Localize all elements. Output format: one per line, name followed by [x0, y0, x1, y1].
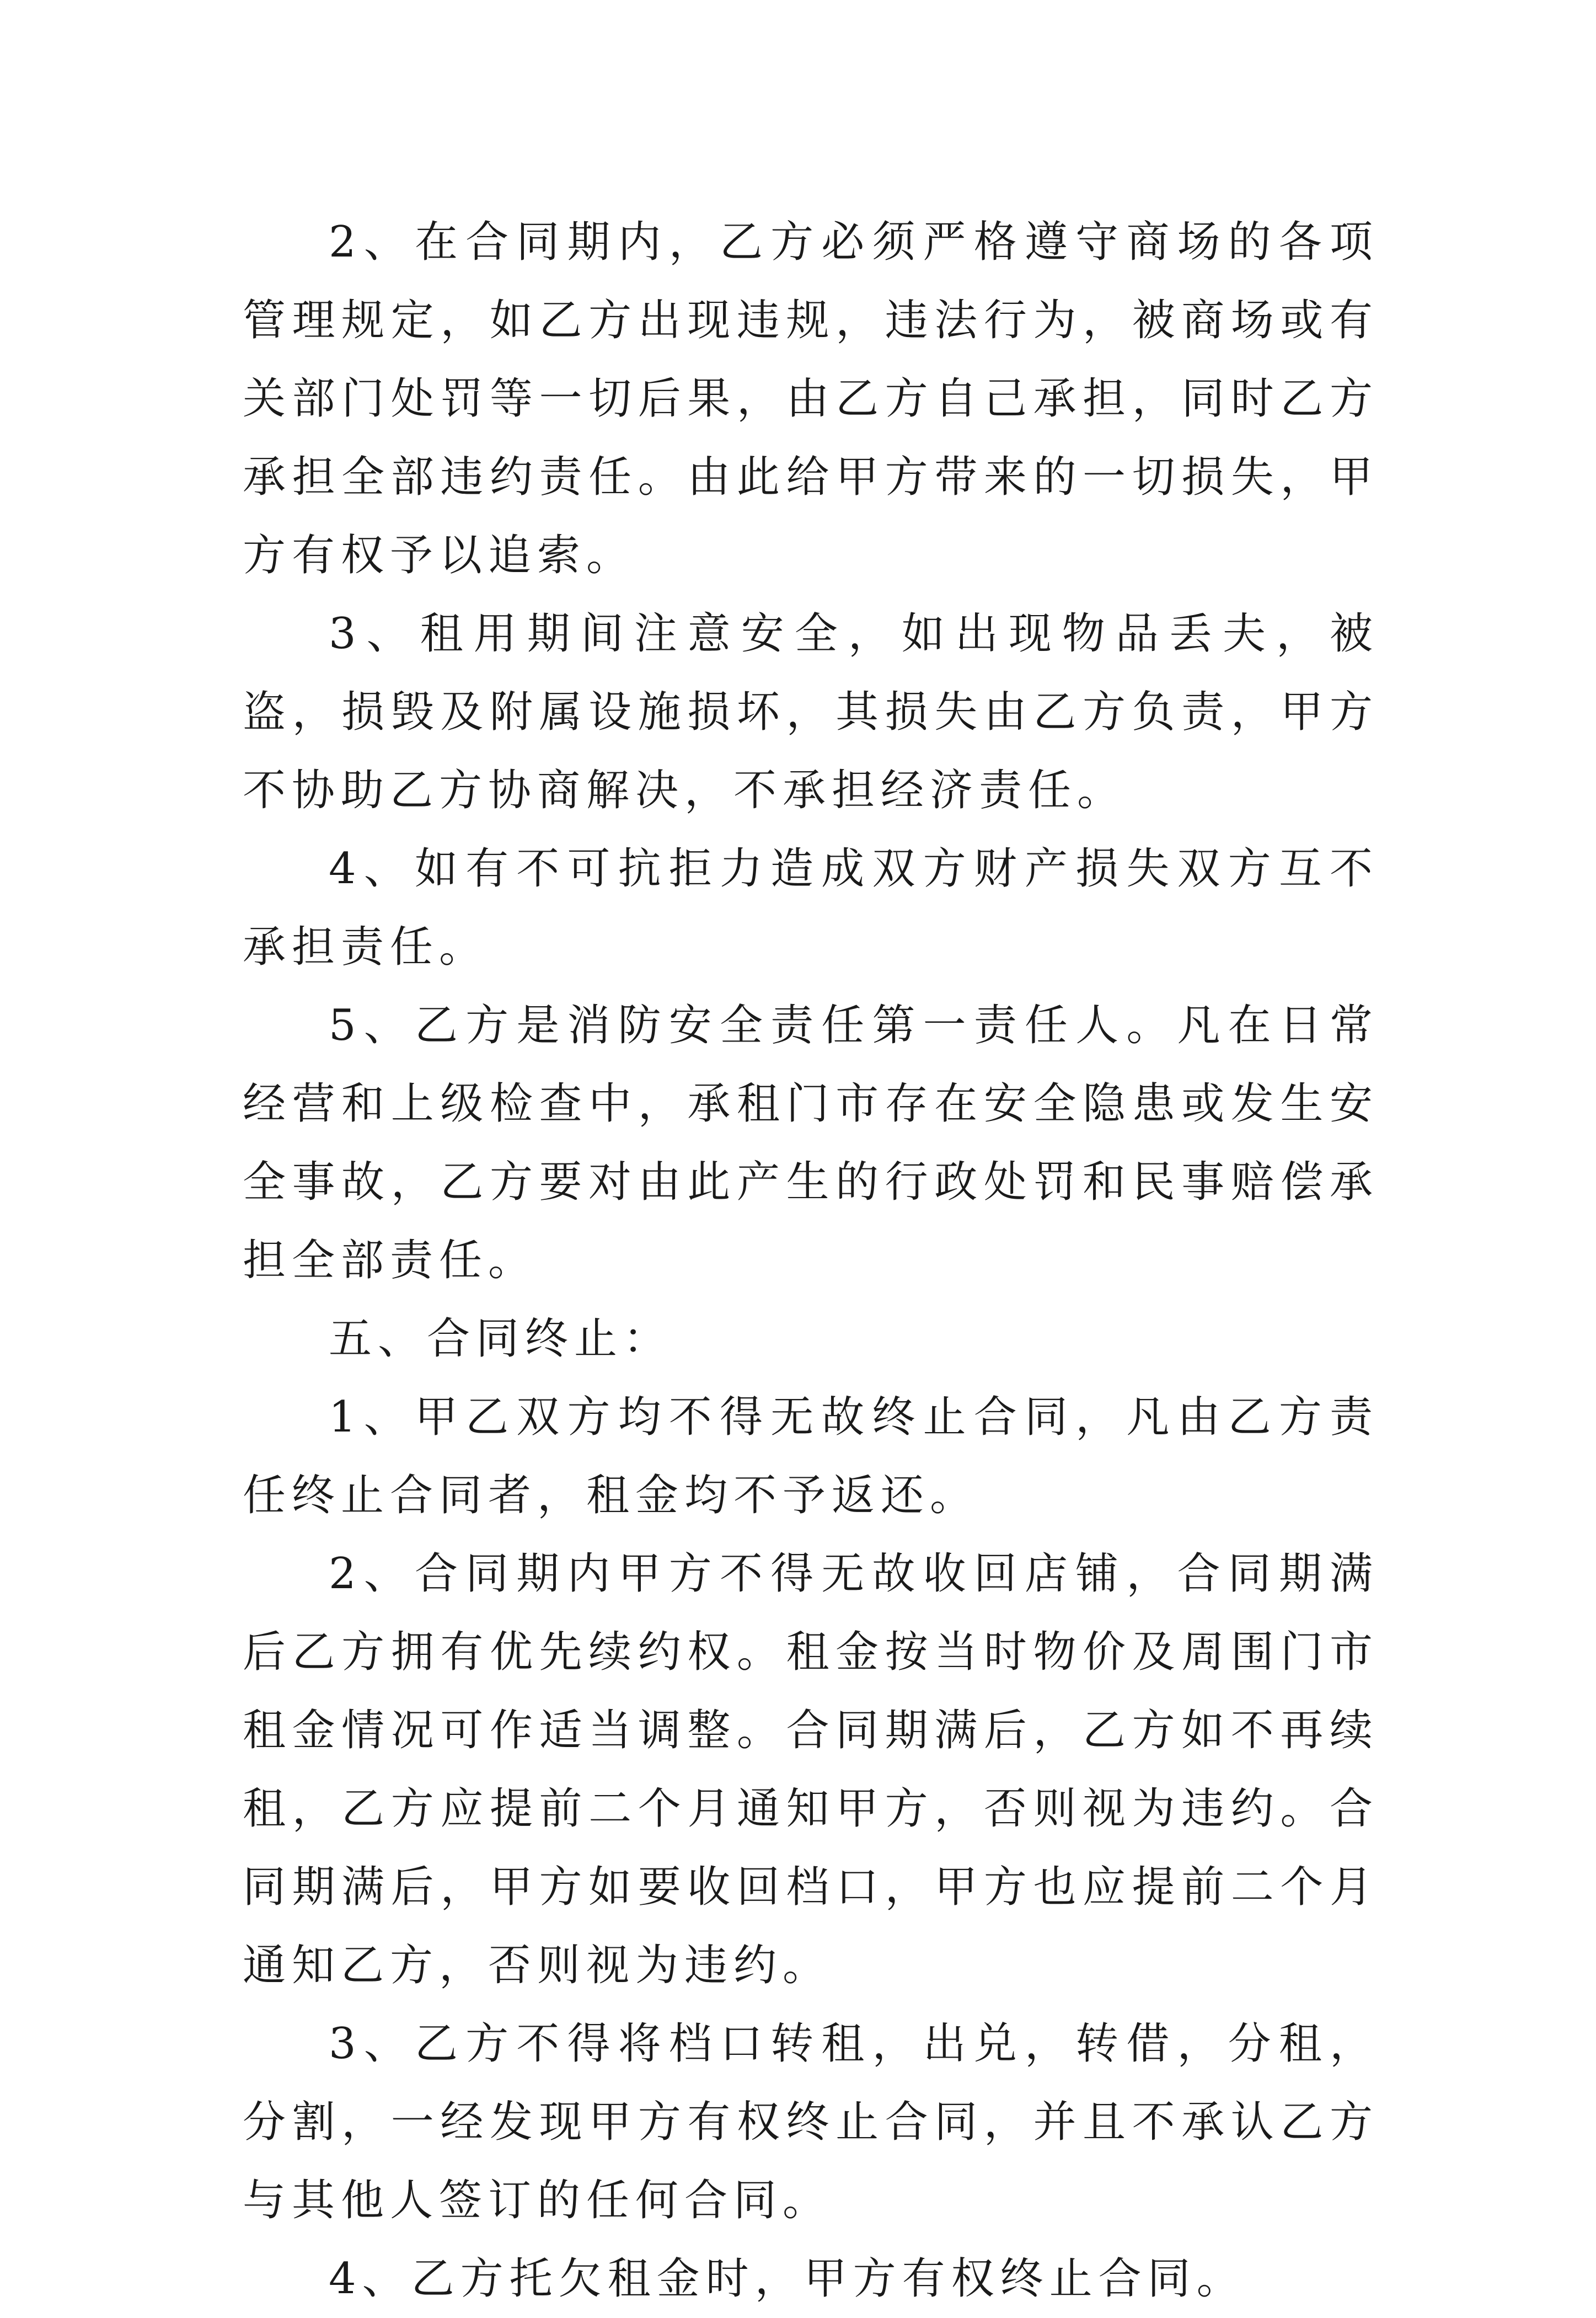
clause-paragraph: 1、甲乙双方均不得无故终止合同，凡由乙方责任终止合同者，租金均不予返还。 [243, 1392, 1379, 1520]
clause-paragraph: 2、在合同期内，乙方必须严格遵守商场的各项管理规定，如乙方出现违规，违法行为，被商场或有关部门处罚等一切后果，由乙方自己承担，同时乙方承担全部违约责任。由此给甲方带来的一切损失，甲方有权予以追索。 [243, 217, 1379, 580]
clause-paragraph: 4、乙方托欠租金时，甲方有权终止合同。 [329, 2254, 1246, 2304]
clause-paragraph: 5、乙方是消防安全责任第一责任人。凡在日常经营和上级检查中，承租门市存在安全隐患或发生安全事故，乙方要对由此产生的行政处罚和民事赔偿承担全部责任。 [243, 1001, 1379, 1285]
clause-paragraph: 3、乙方不得将档口转租，出兑，转借，分租，分割，一经发现甲方有权终止合同，并且不承认乙方与其他人签订的任何合同。 [243, 2019, 1379, 2225]
clause-paragraph: 4、如有不可抗拒力造成双方财产损失双方互不承担责任。 [243, 844, 1379, 972]
section-heading: 五、合同终止： [329, 1314, 673, 1364]
document-body [243, 203, 1379, 2318]
clause-paragraph: 3、租用期间注意安全，如出现物品丢夫，被盗，损毁及附属设施损坏，其损失由乙方负责，甲方不协助乙方协商解决，不承担经济责任。 [243, 609, 1379, 815]
clause-paragraph: 2、合同期内甲方不得无故收回店铺，合同期满后乙方拥有优先续约权。租金按当时物价及周围门市租金情况可作适当调整。合同期满后，乙方如不再续租，乙方应提前二个月通知甲方，否则视为违约。合同期满后，甲方如要收回档口，甲方也应提前二个月通知乙方，否则视为违约。 [243, 1549, 1379, 1990]
